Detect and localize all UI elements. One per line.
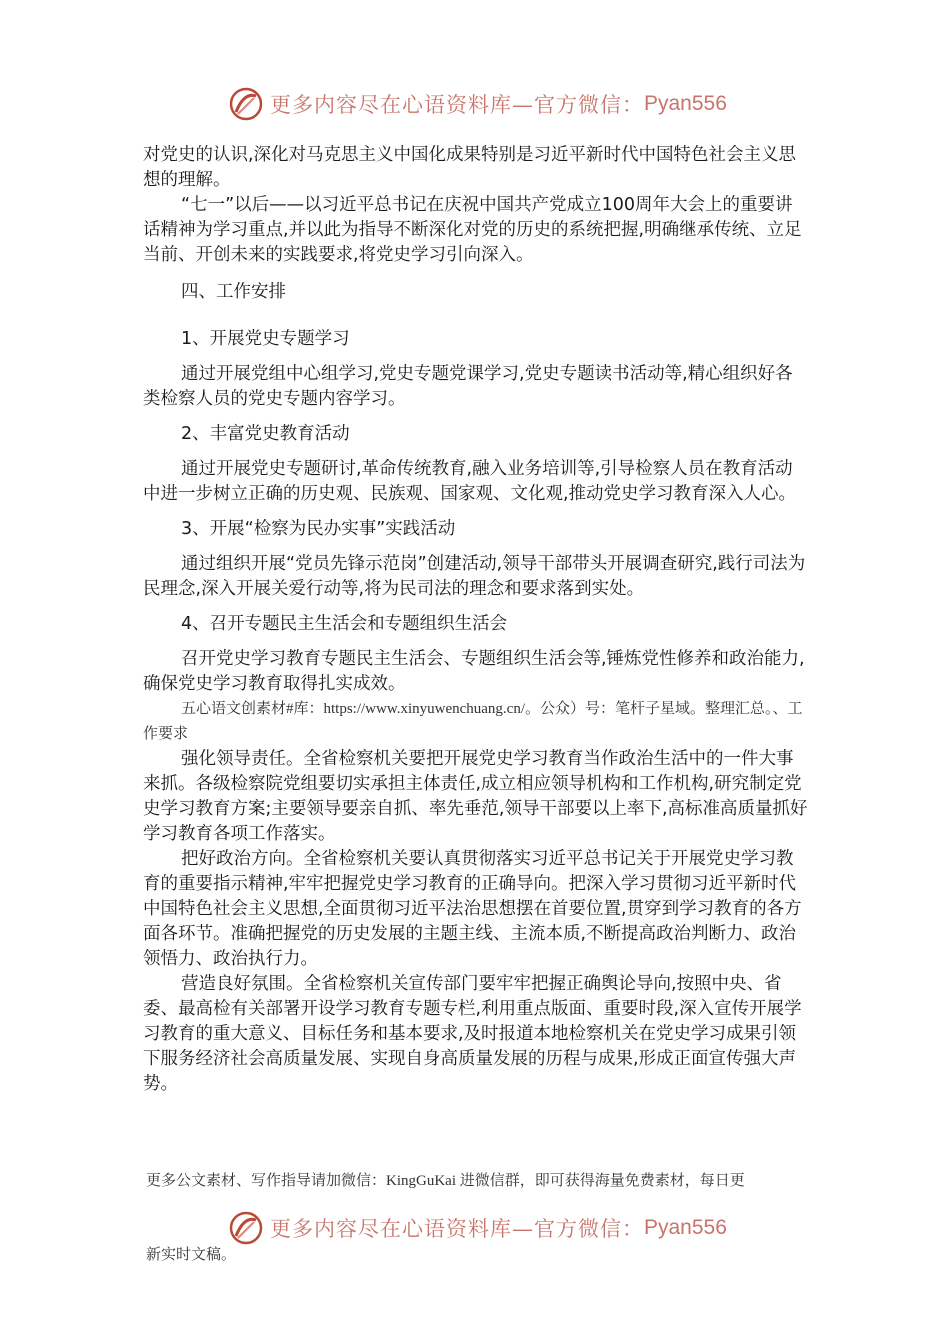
header-watermark-banner	[228, 84, 768, 124]
subsection-heading: 1、开展党史专题学习	[181, 329, 350, 349]
banner-text: 更多内容尽在心语资料库—官方微信：	[270, 1217, 644, 1241]
source-note: 五心语文创素材#库：https://www.xinyuwenchuang.cn/。公众）号：笔杆子星域。整理汇总。、工作要求	[143, 701, 803, 742]
paragraph: 把好政治方向。全省检察机关要认真贯彻落实习近平总书记关于开展党史学习教育的重要指示精神,牢牢把握党史学习教育的正确导向。把深入学习贯彻习近平新时代中国特色社会主义思想,全面贯彻习近平法治思想摆在首要位置,贯穿到学习教育的各方面各环节。准确把握党的历史发展的主题主线、主流本质,不断提高政治判断力、政治领悟力、政治执行力。	[143, 849, 802, 969]
footer-line-2: 新实时文稿。	[146, 1247, 237, 1263]
paragraph: 对党史的认识,深化对马克思主义中国化成果特别是习近平新时代中国特色社会主义思想的理解。	[143, 145, 797, 190]
subsection-heading: 2、丰富党史教育活动	[181, 424, 350, 444]
paragraph: 通过组织开展“党员先锋示范岗”创建活动,领导干部带头开展调查研究,践行司法为民理念,深入开展关爱行动等,将为民司法的理念和要求落到实处。	[143, 554, 806, 599]
paragraph: “七一”以后——以习近平总书记在庆祝中国共产党成立100周年大会上的重要讲话精神为学习重点,并以此为指导不断深化对党的历史的系统把握,明确继承传统、立足当前、开创未来的实践要求,将党史学习引向深入。	[143, 195, 802, 265]
footer-note-continued	[146, 1244, 811, 1266]
footer-line-1: 更多公文素材、写作指导请加微信：KingGuKai 进微信群，即可获得海量免费素材，每日更	[146, 1173, 745, 1189]
paragraph: 营造良好氛围。全省检察机关宣传部门要牢牢把握正确舆论导向,按照中央、省委、最高检有关部署开设学习教育专题专栏,利用重点版面、重要时段,深入宣传开展学习教育的重大意义、目标任务和基本要求,及时报道本地检察机关在党史学习成果引领下服务经济社会高质量发展、实现自身高质量发展的历程与成果,形成正面宣传强大声势。	[143, 974, 802, 1094]
paragraph: 召开党史学习教育专题民主生活会、专题组织生活会等,锤炼党性修养和政治能力,确保党史学习教育取得扎实成效。	[143, 649, 805, 694]
banner-wechat-id: Pyan556	[644, 1216, 727, 1239]
paragraph: 通过开展党史专题研讨,革命传统教育,融入业务培训等,引导检察人员在教育活动中进一步树立正确的历史观、民族观、国家观、文化观,推动党史学习教育深入人心。	[143, 459, 797, 504]
footer-note	[146, 1170, 811, 1192]
document-body	[143, 143, 808, 1097]
banner-wechat-id: Pyan556	[644, 92, 727, 115]
logo-icon	[228, 1210, 264, 1246]
paragraph: 通过开展党组中心组学习,党史专题党课学习,党史专题读书活动等,精心组织好各类检察人员的党史专题内容学习。	[143, 364, 793, 409]
paragraph: 强化领导责任。全省检察机关要把开展党史学习教育当作政治生活中的一件大事来抓。各级检察院党组要切实承担主体责任,成立相应领导机构和工作机构,研究制定党史学习教育方案;主要领导要亲自抓、率先垂范,领导干部要以上率下,高标准高质量抓好学习教育各项工作落实。	[143, 749, 808, 844]
logo-icon	[228, 86, 264, 122]
subsection-heading: 3、开展“检察为民办实事”实践活动	[181, 519, 456, 539]
banner-text: 更多内容尽在心语资料库—官方微信：	[270, 93, 644, 117]
subsection-heading: 4、召开专题民主生活会和专题组织生活会	[181, 614, 508, 634]
section-heading: 四、工作安排	[181, 282, 286, 302]
footer-watermark-banner	[228, 1208, 768, 1248]
